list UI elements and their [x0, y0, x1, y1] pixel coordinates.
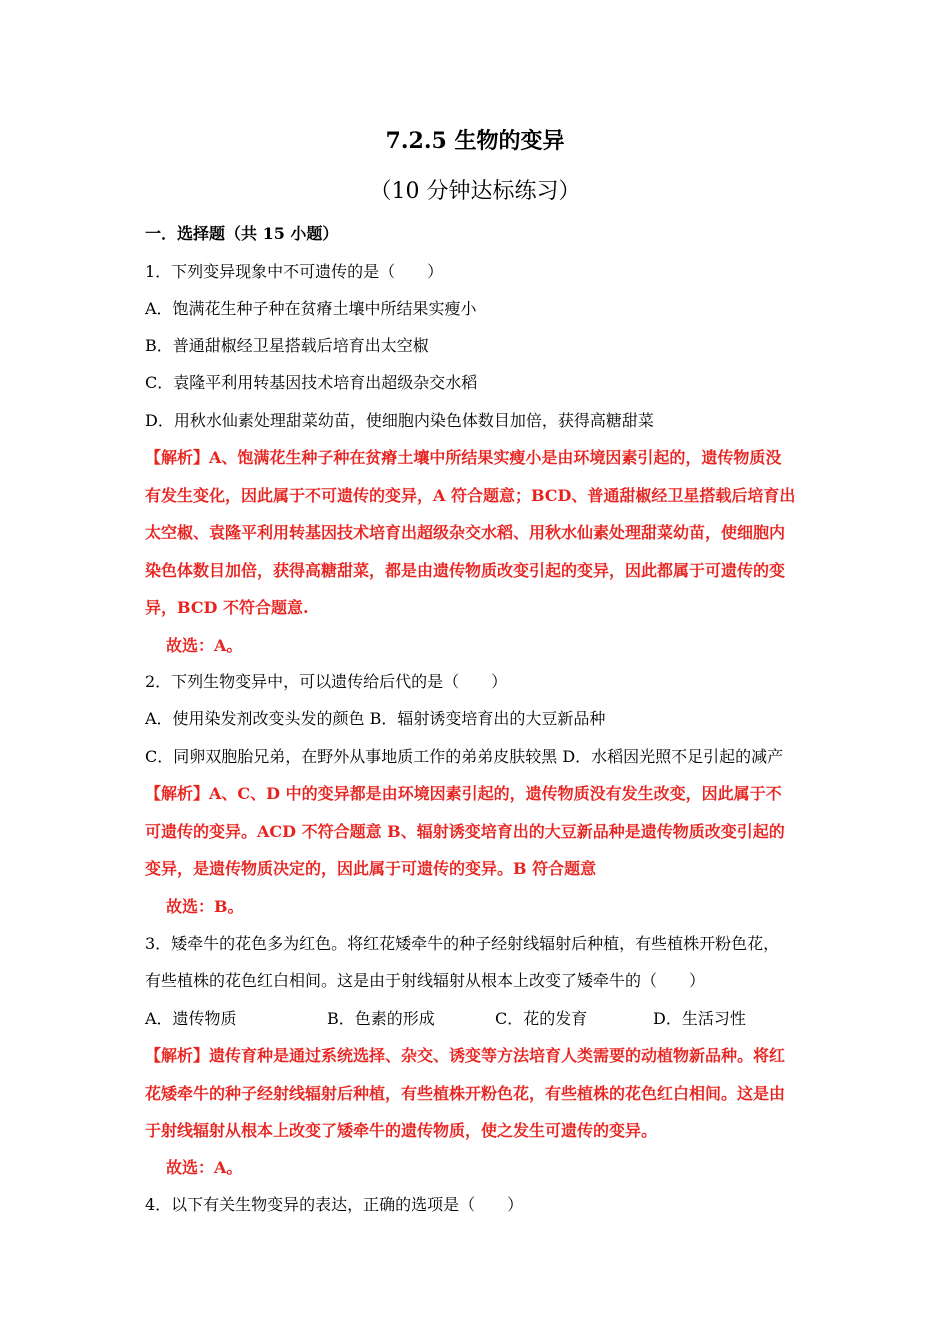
question-1-option-d: D．用秋水仙素处理甜菜幼苗，使细胞内染色体数目加倍，获得高糖甜菜	[145, 411, 654, 430]
question-2-options-ab: A．使用染发剂改变头发的颜色 B．辐射诱变培育出的大豆新品种	[145, 709, 606, 728]
question-1-analysis-line: 染色体数目加倍，获得高糖甜菜，都是由遗传物质改变引起的变异，因此都属于可遗传的变	[145, 561, 786, 580]
question-1-option-c: C．袁隆平利用转基因技术培育出超级杂交水稻	[145, 373, 478, 392]
page-title: 7.2.5 生物的变异	[385, 128, 565, 154]
question-3-option-d: D．生活习性	[653, 1009, 746, 1028]
question-1-option-b: B．普通甜椒经卫星搭载后培育出太空椒	[145, 336, 429, 355]
question-2-analysis-line: 变异，是遗传物质决定的，因此属于可遗传的变异。B 符合题意	[145, 859, 597, 878]
question-3-stem-line-2: 有些植株的花色红白相间。这是由于射线辐射从根本上改变了矮牵牛的（ ）	[145, 971, 706, 990]
question-1-stem: 1．下列变异现象中不可遗传的是（ ）	[145, 262, 444, 281]
question-3-analysis-line: 【解析】遗传育种是通过系统选择、杂交、诱变等方法培育人类需要的动植物新品种。将红	[145, 1046, 786, 1065]
question-3-stem-line-1: 3．矮牵牛的花色多为红色。将红花矮牵牛的种子经射线辐射后种植，有些植株开粉色花，	[145, 934, 780, 953]
question-3-answer: 故选：A。	[166, 1158, 243, 1177]
question-3-analysis-line: 于射线辐射从根本上改变了矮牵牛的遗传物质，使之发生可遗传的变异。	[145, 1121, 658, 1140]
question-2-answer: 故选：B。	[166, 897, 244, 916]
question-1-answer: 故选：A。	[166, 636, 243, 655]
question-3-option-b: B．色素的形成	[327, 1009, 435, 1028]
question-3-option-a: A．遗传物质	[145, 1009, 237, 1028]
question-2-options-cd: C．同卵双胞胎兄弟，在野外从事地质工作的弟弟皮肤较黑 D．水稻因光照不足引起的减产	[145, 747, 784, 766]
question-1-option-a: A．饱满花生种子种在贫瘠土壤中所结果实瘦小	[145, 299, 477, 318]
question-2-stem: 2．下列生物变异中，可以遗传给后代的是（ ）	[145, 672, 508, 691]
page-subtitle: （10 分钟达标练习）	[369, 179, 581, 204]
question-4-stem: 4．以下有关生物变异的表达，正确的选项是（ ）	[145, 1195, 524, 1214]
question-1-analysis-line: 有发生变化，因此属于不可遗传的变异，A 符合题意；BCD、普通甜椒经卫星搭载后培育出	[145, 486, 796, 505]
question-2-analysis-line: 【解析】A、C、D 中的变异都是由环境因素引起的，遗传物质没有发生改变，因此属于不	[145, 784, 782, 803]
question-2-analysis-line: 可遗传的变异。ACD 不符合题意 B、辐射诱变培育出的大豆新品种是遗传物质改变引起的	[145, 822, 785, 841]
section-heading: 一．选择题（共 15 小题）	[145, 224, 339, 243]
question-3-analysis-line: 花矮牵牛的种子经射线辐射后种植，有些植株开粉色花，有些植株的花色红白相间。这是由	[145, 1084, 786, 1103]
question-3-options	[145, 1009, 746, 1029]
question-1-analysis-line: 【解析】A、饱满花生种子种在贫瘠土壤中所结果实瘦小是由环境因素引起的，遗传物质没	[145, 448, 782, 467]
question-1-analysis-line: 太空椒、袁隆平利用转基因技术培育出超级杂交水稻、用秋水仙素处理甜菜幼苗，使细胞内	[145, 523, 786, 542]
question-3-option-c: C．花的发育	[495, 1009, 588, 1028]
question-1-analysis-line: 异，BCD 不符合题意.	[145, 598, 309, 617]
